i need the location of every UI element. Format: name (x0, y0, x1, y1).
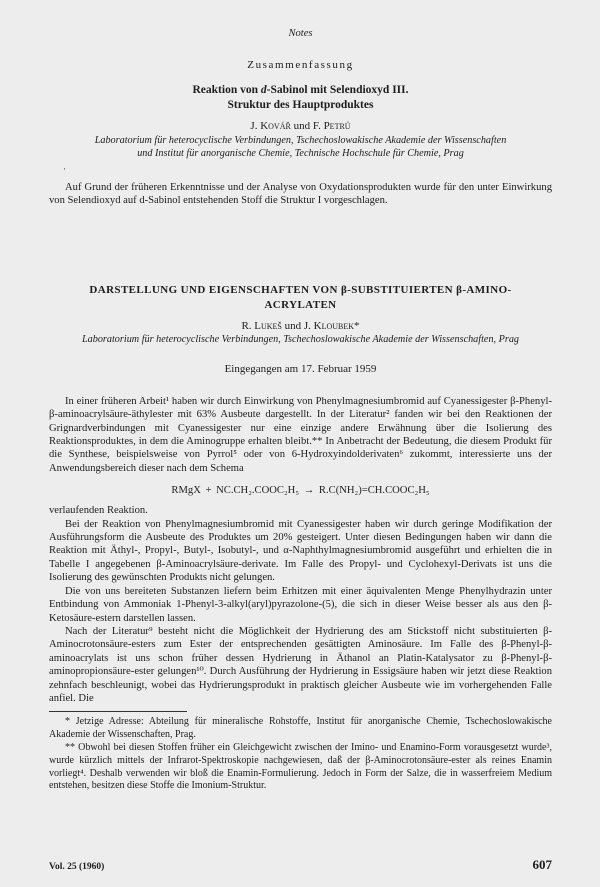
reaction-equation: RMgX + NC.CH₂.COOC₂H₅ → R.C(NH₂)=CH.COOC₂H₅ (171, 485, 430, 497)
article1-affiliation (49, 134, 552, 160)
body-paragraph-1: In einer früheren Arbeit¹ haben wir durch Einwirkung von Phenylmagnesiumbromid auf Cyanessigester β-Phenyl-β-aminoacrylsäure-äthylester mit 63% Ausbeute dargestellt. In der Literatur² fanden wir bei den Reaktionen der Grignardverbindungen mit Cyanessigester nur eine einzige andere Erwähnung über die Isolierung des Reaktionsproduktes, in dem die Aminogruppe erhalten bleibt.** In Anbetracht der Bedeutung, die diesem Produkt für die Synthese, beispielsweise von Pyrrol⁵ oder von 6-Hydroxyindolderivaten⁶ zukommt, interessierte uns der Anwendungsbereich dieser nach dem Schema (49, 395, 552, 474)
article1-title-post: -Sabinol mit Selendioxyd III. (266, 84, 409, 96)
summary-heading: Zusammenfassung (247, 59, 354, 71)
article1-author2: F. Petrů (312, 120, 351, 132)
received-date: Eingegangen am 17. Februar 1959 (224, 362, 377, 375)
footnote-1: * Jetzige Adresse: Abteilung für mineralische Rohstoffe, Institut für anorganische Chemie, Tschechoslowakische Akademie der Wissenschaften, Prag. (49, 716, 552, 741)
article2-title-line2: ACRYLATEN (264, 298, 337, 311)
article1-affiliation-line1: Laboratorium für heterocyclische Verbindungen, Tschechoslowakische Akademie der Wissenschaften (94, 135, 507, 146)
article2-author2: J. Kloubek* (303, 319, 360, 332)
article1-title (49, 83, 552, 113)
article2-title (49, 283, 552, 313)
article1-author1: J. Kovář (250, 120, 291, 132)
footnote-divider (49, 711, 187, 712)
article2-authors (49, 320, 552, 332)
article1-affiliation-line2: und Institut für anorganische Chemie, Technische Hochschule für Chemie, Prag (137, 148, 464, 159)
article1-abstract: Auf Grund der früheren Erkenntnisse und der Analyse von Oxydationsprodukten wurde für den unter Einwirkung von Selendioxyd auf d-Sabinol entstehenden Stoff die Struktur I vorgeschlagen. (49, 182, 552, 207)
page-number: 607 (532, 857, 552, 872)
article1-author-and: und (290, 120, 313, 132)
body-paragraph-3: Bei der Reaktion von Phenylmagnesiumbromid mit Cyanessigester haben wir durch geringe Modifikation der Ausführungsform die Ausbeute des Produktes um 20% gesteigert. Unter diesen Bedingungen haben wir dann die Reaktion mit Äthyl-, Propyl-, Butyl-, Isobutyl-, und α-Naphthylmagnesiumbromid ausgeführt und erhielten die in Tabelle I angegebenen β-Aminoacrylsäure-derivate. Im Falle des Propyl- und Cyclohexyl-Derivats ist uns die Isolierung des gewünschten Produkts nicht gelungen. (49, 518, 552, 584)
article1-title-line2: Struktur des Hauptproduktes (227, 99, 374, 111)
article2-author-and: und (281, 319, 304, 332)
speck-mark: · (63, 164, 66, 174)
volume-info: Vol. 25 (1960) (49, 862, 105, 872)
article1-title-pre: Reaktion von (192, 84, 261, 96)
footnote-2: ** Obwohl bei diesen Stoffen früher ein Gleichgewicht zwischen der Imino- und Enamino-Form vorausgesetzt wurde³, wurde kürzlich mittels der Infrarot-Spektroskopie nachgewiesen, daß der β-Aminocrotonsäure-ester als reines Enamin vorliegt⁴. Deshalb verwenden wir bloß die Enamin-Formulierung. Jedoch in Form der Salze, die in wasserfreiem Medium entstehen, besitzen diese Stoffe die Imonium-Struktur. (49, 741, 552, 792)
article1-authors (49, 120, 552, 132)
page-footer (49, 857, 552, 873)
body-paragraph-5: Nach der Literatur⁹ besteht nicht die Möglichkeit der Hydrierung des am Stickstoff nicht substituierten β-Aminocrotonsäure-esters zum Ester der entsprechenden gesättigten Aminosäure. Im Falle des β-Phenyl-β-aminoacrylats ist uns schon früher dessen Hydrierung in Äthanol an Platin-Katalysator zu β-Phenyl-β-aminopropionsäure-ester gelungen¹⁰. Durch Ausführung der Hydrierung in Essigsäure haben wir jetzt diese Reaktion zehnfach beschleunigt, wobei das Hydrierungsprodukt in praktisch gleicher Ausbeute wie im vorhergehenden Falle anfiel. Die (49, 625, 552, 704)
article1-title-d: d (260, 84, 267, 96)
article2-title-line1: DARSTELLUNG UND EIGENSCHAFTEN VON β-SUBSTITUIERTEN β-AMINO- (89, 283, 512, 296)
article2-author1: R. Lukeš (241, 319, 282, 332)
body-paragraph-2: verlaufenden Reaktion. (49, 505, 148, 517)
article2-affiliation: Laboratorium für heterocyclische Verbindungen, Tschechoslowakische Akademie der Wissenschaften, Prag (81, 333, 520, 345)
running-head: Notes (288, 28, 313, 39)
body-paragraph-4: Die von uns bereiteten Substanzen liefern beim Erhitzen mit einer äquivalenten Menge Phenylhydrazin unter Entbindung von Ammoniak 1-Phenyl-3-alkyl(aryl)pyrazolone-(5), die sich in dieser Weise besser als aus den β-Ketosäure-estern darstellen lassen. (49, 585, 552, 624)
